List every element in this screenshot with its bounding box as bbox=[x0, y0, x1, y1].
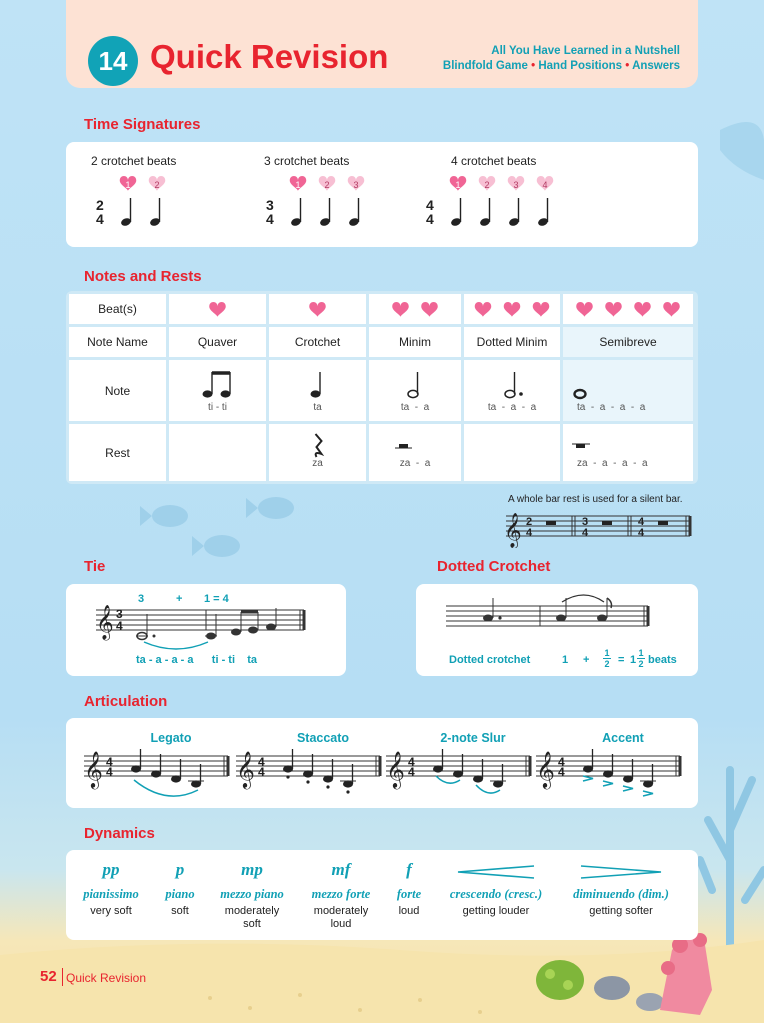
rest-symbol bbox=[369, 430, 461, 458]
note-cell bbox=[369, 360, 461, 421]
section-title-dynamics: Dynamics bbox=[84, 825, 155, 842]
ts-label: 4 crotchet beats bbox=[451, 154, 537, 168]
rest-syllables: za - a bbox=[399, 458, 431, 469]
ts-top-number: 4 bbox=[408, 755, 415, 769]
row-header-rest: Rest bbox=[69, 424, 166, 481]
row-header-note: Note bbox=[69, 360, 166, 421]
ts-bottom-number: 4 bbox=[106, 765, 113, 779]
eq-plus: + bbox=[583, 654, 590, 666]
dynamic-meaning: moderately soft bbox=[224, 905, 280, 930]
heart-icon bbox=[475, 302, 492, 317]
footer-label: Quick Revision bbox=[66, 971, 147, 985]
rest-symbol bbox=[269, 430, 366, 458]
dynamic-meaning: soft bbox=[171, 905, 189, 917]
section-title-time-signatures: Time Signatures bbox=[84, 116, 201, 133]
beats-cell bbox=[563, 294, 693, 324]
note-syllables: ti - ti bbox=[208, 402, 227, 413]
beats-cell bbox=[369, 294, 461, 324]
beat-number: 1 bbox=[455, 180, 461, 190]
eq-one: 1 bbox=[562, 654, 569, 666]
chapter-subtitle bbox=[443, 44, 680, 74]
heart-icon bbox=[421, 302, 438, 317]
diminuendo-hairpin-icon bbox=[581, 866, 661, 878]
treble-clef-icon: 𝄞 bbox=[96, 605, 114, 640]
fish-icon bbox=[140, 497, 294, 557]
rest-cell bbox=[369, 424, 461, 481]
dynamic-meaning: loud bbox=[398, 905, 420, 917]
dynamic-mark: pp bbox=[102, 860, 120, 879]
hearts bbox=[369, 294, 461, 324]
dynamic-meaning: getting softer bbox=[589, 905, 653, 917]
beats-cell bbox=[269, 294, 366, 324]
heart-icon bbox=[392, 302, 409, 317]
dynamic-mark: mp bbox=[241, 860, 263, 879]
rest-cell bbox=[269, 424, 366, 481]
section-title-notes-rests: Notes and Rests bbox=[84, 268, 202, 285]
note-name-cell: Crotchet bbox=[269, 327, 366, 357]
dynamics-card bbox=[66, 850, 698, 940]
note-head bbox=[453, 770, 463, 777]
ts-top-number: 3 bbox=[582, 516, 589, 528]
note-cell bbox=[563, 360, 693, 421]
chapter-number: 14 bbox=[88, 36, 138, 86]
accent-mark bbox=[643, 791, 653, 796]
heart-icon bbox=[634, 302, 651, 317]
hearts bbox=[169, 294, 266, 324]
hearts bbox=[563, 294, 693, 324]
whole-rest bbox=[602, 521, 612, 525]
ts-top-number: 4 bbox=[638, 516, 645, 528]
ts-bottom-number: 4 bbox=[258, 765, 265, 779]
note-cell bbox=[464, 360, 560, 421]
dynamic-mark: mf bbox=[331, 860, 351, 879]
staccato-dot bbox=[286, 775, 289, 778]
subtitle-item: Answers bbox=[632, 60, 680, 72]
beats-cell bbox=[169, 294, 266, 324]
rest-cell bbox=[563, 424, 693, 481]
note-name-cell: Quaver bbox=[169, 327, 266, 357]
eq-whole: 1 bbox=[630, 654, 637, 666]
ts-top-number: 2 bbox=[96, 197, 104, 213]
note-name-cell: Minim bbox=[369, 327, 461, 357]
whole-bar-rest-staff bbox=[504, 508, 694, 548]
note-name-cell: Semibreve bbox=[563, 327, 693, 357]
dotted-crotchet-card bbox=[416, 584, 698, 676]
staccato-dot bbox=[326, 785, 329, 788]
dynamics-hairpins bbox=[66, 850, 698, 890]
beat-number: 3 bbox=[513, 180, 519, 190]
note-head bbox=[151, 770, 161, 777]
dynamic-name: mezzo piano bbox=[220, 887, 284, 901]
row-header-note-name: Note Name bbox=[69, 327, 166, 357]
frac-den: 2 bbox=[604, 659, 610, 669]
dynamic-name: diminuendo (dim.) bbox=[573, 887, 669, 901]
ts-top-number: 3 bbox=[266, 197, 274, 213]
hearts bbox=[464, 294, 560, 324]
rest-cell bbox=[169, 424, 266, 481]
notes-rests-table bbox=[66, 291, 698, 484]
frac-den: 2 bbox=[638, 659, 644, 669]
ts-top-number: 4 bbox=[558, 755, 565, 769]
heart-icon bbox=[209, 302, 226, 317]
dynamic-name: pianissimo bbox=[83, 887, 139, 901]
time-signatures-card bbox=[66, 142, 698, 247]
ts-bottom-number: 4 bbox=[582, 527, 589, 539]
ts-top-number: 2 bbox=[526, 516, 533, 528]
note-head bbox=[433, 765, 443, 772]
tie-staff bbox=[66, 584, 346, 676]
dynamic-meaning: moderately loud bbox=[313, 905, 369, 930]
whole-bar-rest-svg bbox=[504, 508, 694, 548]
note-head bbox=[303, 770, 313, 777]
beats-cell bbox=[464, 294, 560, 324]
note-head bbox=[623, 775, 633, 782]
rest-syllables: za bbox=[312, 458, 323, 469]
ts-svg bbox=[66, 142, 698, 247]
crescendo-hairpin-icon bbox=[458, 866, 534, 878]
whole-rest bbox=[658, 521, 668, 525]
note-cell bbox=[269, 360, 366, 421]
eq-result-fraction bbox=[637, 648, 645, 669]
treble-clef-icon: 𝄞 bbox=[84, 750, 103, 788]
articulation-card bbox=[66, 718, 698, 808]
rest-syllables: za - a - a - a bbox=[577, 458, 648, 469]
dynamic-mark: p bbox=[175, 860, 185, 879]
heart-icon bbox=[605, 302, 622, 317]
dynamic-mark: f bbox=[406, 860, 412, 879]
dynamic-meaning: very soft bbox=[90, 905, 132, 917]
ts-bottom-number: 4 bbox=[96, 211, 104, 227]
dynamic-meaning: getting louder bbox=[462, 905, 530, 917]
note-symbol bbox=[563, 366, 693, 402]
beat-number: 2 bbox=[324, 180, 330, 190]
row-header-beats: Beat(s) bbox=[69, 294, 166, 324]
frac-num: 1 bbox=[638, 648, 644, 658]
beat-number: 2 bbox=[154, 180, 160, 190]
subtitle-line-2 bbox=[443, 59, 680, 74]
treble-clef-icon: 𝄞 bbox=[386, 750, 405, 788]
accent-mark bbox=[583, 776, 593, 781]
ts-bottom-number: 4 bbox=[266, 211, 274, 227]
note-syllables: ta - a - a bbox=[487, 402, 537, 413]
articulation-label: Staccato bbox=[296, 731, 350, 745]
eq-fraction bbox=[603, 648, 611, 669]
note-symbol bbox=[464, 366, 560, 402]
whole-bar-rest-note: A whole bar rest is used for a silent bar. bbox=[508, 494, 683, 505]
note-head bbox=[473, 775, 483, 782]
ts-label: 2 crotchet beats bbox=[91, 154, 177, 168]
note-head bbox=[283, 765, 293, 772]
tie-card bbox=[66, 584, 346, 676]
staccato-dot bbox=[346, 790, 349, 793]
section-title-articulation: Articulation bbox=[84, 693, 168, 710]
ts-top-number: 4 bbox=[106, 755, 113, 769]
staccato-dot bbox=[306, 780, 309, 783]
subtitle-item: Blindfold Game bbox=[442, 60, 528, 72]
tie-count-3: 3 bbox=[138, 593, 145, 605]
ts-bottom-number: 4 bbox=[408, 765, 415, 779]
heart-icon bbox=[309, 302, 326, 317]
note-syllables: ta - a bbox=[400, 402, 430, 413]
note-syllables: ta bbox=[313, 402, 322, 413]
tie-time-sig-bottom: 4 bbox=[116, 619, 123, 633]
heart-icon bbox=[533, 302, 550, 317]
subtitle-line-1: All You Have Learned in a Nutshell bbox=[491, 45, 680, 57]
note-syllables: ta - a - a - a bbox=[577, 402, 646, 413]
dynamic-name: piano bbox=[165, 887, 195, 901]
accent-mark bbox=[603, 781, 613, 786]
note-symbol bbox=[269, 366, 366, 402]
note-head bbox=[583, 765, 593, 772]
ts-bottom-number: 4 bbox=[638, 527, 645, 539]
note-head bbox=[171, 775, 181, 782]
footer-divider bbox=[62, 968, 63, 986]
note-cell bbox=[169, 360, 266, 421]
tie-syllables: ta - a - a - a ti - ti ta bbox=[136, 654, 258, 666]
treble-clef-icon: 𝄞 bbox=[236, 750, 255, 788]
legato-slur bbox=[134, 780, 198, 796]
treble-clef-icon: 𝄞 bbox=[504, 513, 522, 548]
chapter-header bbox=[66, 0, 698, 88]
rest-symbol bbox=[563, 430, 693, 458]
dynamic-name: forte bbox=[396, 887, 422, 901]
heart-icon bbox=[576, 302, 593, 317]
articulation-label: Legato bbox=[150, 731, 192, 745]
eq-equals: = bbox=[618, 654, 625, 666]
ts-bottom-number: 4 bbox=[558, 765, 565, 779]
ts-top-number: 4 bbox=[258, 755, 265, 769]
note-head bbox=[323, 775, 333, 782]
whole-rest bbox=[546, 521, 556, 525]
subtitle-item: Hand Positions bbox=[538, 60, 623, 72]
beat-number: 3 bbox=[353, 180, 359, 190]
ts-label: 3 crotchet beats bbox=[264, 154, 350, 168]
dynamic-name: crescendo (cresc.) bbox=[449, 887, 543, 901]
hearts bbox=[269, 294, 366, 324]
chapter-title: Quick Revision bbox=[150, 38, 389, 75]
frac-num: 1 bbox=[604, 648, 610, 658]
rest-cell bbox=[464, 424, 560, 481]
articulation-svg bbox=[66, 718, 698, 808]
note-symbol bbox=[369, 366, 461, 402]
dotted-crotchet-label: Dotted crotchet bbox=[449, 654, 531, 666]
section-title-dotted-crotchet: Dotted Crotchet bbox=[437, 558, 551, 575]
ts-top-number: 4 bbox=[426, 197, 434, 213]
heart-icon bbox=[504, 302, 521, 317]
ts-bottom-number: 4 bbox=[526, 527, 533, 539]
beat-number: 2 bbox=[484, 180, 490, 190]
rock-icon bbox=[720, 122, 764, 180]
beat-number: 4 bbox=[542, 180, 548, 190]
tie-time-sig-top: 3 bbox=[116, 607, 123, 621]
accent-mark bbox=[623, 786, 633, 791]
beat-number: 1 bbox=[295, 180, 301, 190]
ts-bottom-number: 4 bbox=[426, 211, 434, 227]
note-name-cell: Dotted Minim bbox=[464, 327, 560, 357]
beat-number: 1 bbox=[125, 180, 131, 190]
articulation-label: 2-note Slur bbox=[440, 731, 506, 745]
note-symbol bbox=[169, 366, 266, 402]
separator: • bbox=[531, 60, 536, 72]
eq-unit: beats bbox=[648, 654, 677, 666]
tie-count-plus: + bbox=[176, 593, 183, 605]
note-head bbox=[131, 765, 141, 772]
separator: • bbox=[625, 60, 630, 72]
section-title-tie: Tie bbox=[84, 558, 106, 575]
dynamic-name: mezzo forte bbox=[311, 887, 371, 901]
note-head bbox=[603, 770, 613, 777]
page-number: 52 bbox=[40, 968, 57, 985]
articulation-label: Accent bbox=[602, 731, 644, 745]
heart-icon bbox=[663, 302, 680, 317]
tie-count-result: 1 = 4 bbox=[204, 593, 229, 605]
treble-clef-icon: 𝄞 bbox=[536, 750, 555, 788]
